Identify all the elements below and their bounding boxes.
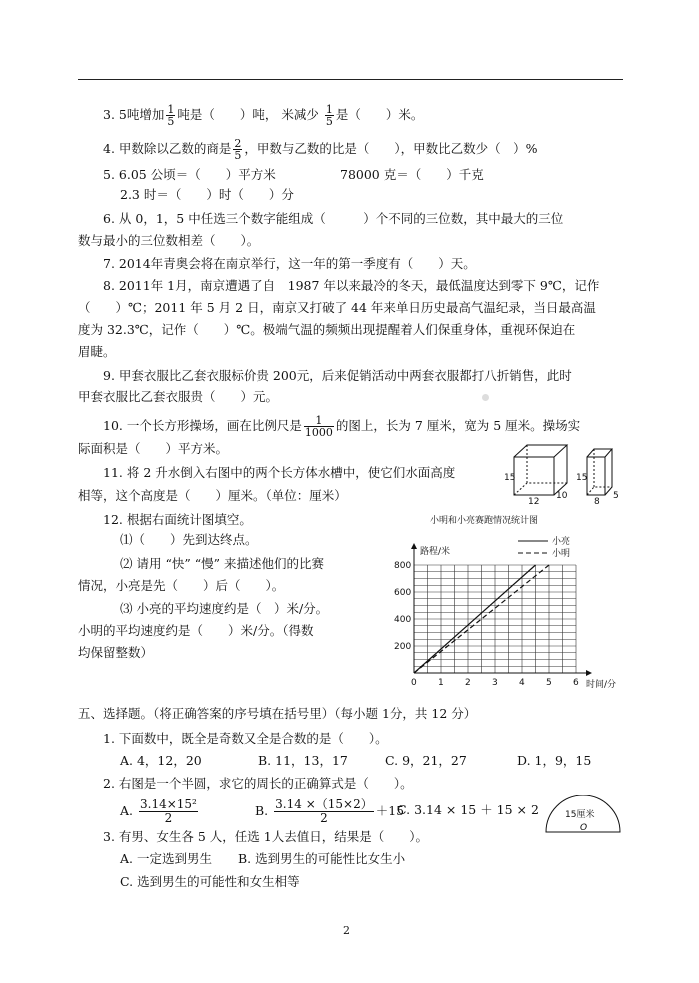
- question-12-2b: 情况，小亮是先（ ）后（ ）。: [78, 578, 285, 593]
- chart-legend: [518, 535, 570, 559]
- question-10-b: 际面积是（ ）平方米。: [78, 441, 229, 456]
- legend-label: 小亮: [552, 537, 571, 547]
- tank2-width: 5: [613, 491, 619, 501]
- x-tick-label: 4: [519, 678, 525, 688]
- choice-1-c: C. 9，21，27: [385, 753, 467, 768]
- tank2-height: 15: [576, 473, 588, 483]
- choice-2-a-frac: $\frac{\text{3.14×15²}}{2}$: [140, 797, 197, 825]
- choice-1: 1. 下面数中，既全是奇数又全是合数的是（ ）。: [103, 731, 388, 746]
- choice-1-b: B. 11，13，17: [258, 753, 348, 768]
- question-9: 9. 甲套衣服比乙套衣服标价贵 200元，后来促销活动中两套衣服都打八折销售，此时: [103, 368, 572, 383]
- question-3: 3. 5吨增加 $\frac{1}{5}$ 吨是（ ）吨， 米减少 $\frac{1}{5}$ 是（ ）米。: [103, 103, 424, 128]
- question-12-3b: 小明的平均速度约是（ ）米/分。（得数: [78, 623, 314, 638]
- chart-title: 小明和小亮赛跑情况统计图: [430, 516, 539, 526]
- x-tick-label: 3: [492, 678, 498, 688]
- choice-3-a: A. 一定选到男生: [120, 851, 212, 866]
- chart-xlabel: 时间/分: [586, 680, 617, 690]
- tank2-top: [587, 449, 612, 457]
- question-6: 6. 从 0，1，5 中任选三个数字能组成（ ）个不同的三位数，其中最大的三位: [103, 211, 564, 226]
- choice-1-a: A. 4，12，20: [120, 753, 202, 768]
- choice-3-b: B. 选到男生的可能性比女生小: [238, 851, 406, 866]
- y-tick-label: 800: [394, 561, 412, 571]
- choice-2: 2. 右图是一个半圆，求它的周长的正确算式是（ ）。: [103, 776, 413, 791]
- question-5-b: 78000 克＝（ ）千克: [340, 167, 484, 182]
- question-12-3c: 均保留整数）: [78, 645, 154, 660]
- question-5-c: 2.3 时＝（ ）时（ ）分: [120, 187, 294, 202]
- chart-axes: [411, 543, 592, 676]
- question-11: 11. 将 2 升水倒入右图中的两个长方体水槽中，使它们水面高度: [103, 465, 456, 480]
- question-9-b: 甲套衣服比乙套衣服贵（ ）元。: [78, 389, 279, 404]
- choice-2-a: A. $\frac{\text{3.14×15²}}{2}$: [120, 797, 197, 825]
- question-5: 5. 6.05 公顷＝（ ）平方米: [103, 167, 276, 182]
- water-tanks-figure: [498, 440, 628, 506]
- chart-ticks: [394, 561, 579, 688]
- legend-label: 小明: [552, 549, 571, 559]
- choice-2-b-frac: $\frac{3.14 \times(15\times 2)}{2}$: [275, 797, 373, 825]
- question-12-2: ⑵ 请用 “快” “慢” 来描述他们的比赛: [120, 556, 324, 571]
- x-tick-label: 0: [411, 678, 417, 688]
- question-10: 10. 一个长方形操场，画在比例尺是 $\frac{1}{1000}$ 的图上，长为 7 厘米，宽为 5 厘米。操场实: [103, 414, 581, 439]
- y-axis-arrow: [411, 543, 417, 549]
- x-tick-label: 6: [573, 678, 579, 688]
- question-11-b: 相等，这个高度是（ ）厘米。（单位：厘米）: [78, 488, 347, 503]
- fraction-1-5b: $\frac{1}{5}$: [325, 103, 333, 128]
- question-6-b: 数与最小的三位数相差（ ）。: [78, 233, 260, 248]
- fraction-2-5: $\frac{2}{5}$: [234, 137, 242, 162]
- choice-3: 3. 有男、女生各 5 人，任选 1人去值日，结果是（ ）。: [103, 829, 428, 844]
- choice-2-b: B. $\frac{3.14 \times(15\times 2)}{2}$ ＋15: [255, 797, 405, 825]
- race-chart: [390, 510, 630, 692]
- y-tick-label: 200: [394, 642, 412, 652]
- y-tick-label: 600: [394, 588, 412, 598]
- watermark-dot: [482, 394, 489, 401]
- tank1-side: [554, 445, 567, 495]
- question-4: 4. 甲数除以乙数的商是 $\frac{2}{5}$ ，甲数与乙数的比是（ ），甲数比乙数少（ ）%: [103, 137, 538, 162]
- chart-ylabel: 路程/米: [420, 547, 451, 557]
- question-12-3: ⑶ 小亮的平均速度约是（ ）米/分。: [120, 601, 329, 616]
- section-5-heading: 五、选择题。（将正确答案的序号填在括号里）（每小题 1分，共 12 分）: [78, 706, 477, 721]
- header-rule: [78, 79, 623, 80]
- x-tick-label: 5: [546, 678, 552, 688]
- question-8-d: 眉睫。: [78, 344, 116, 359]
- question-7: 7. 2014年青奥会将在南京举行，这一年的第一季度有（ ）天。: [103, 256, 476, 271]
- fraction-1-1000: $\frac{1}{1000}$: [304, 414, 333, 439]
- fraction-1-5: $\frac{1}{5}$: [167, 103, 175, 128]
- semicircle-label: 15厘米: [565, 810, 595, 820]
- question-8-b: （ ）℃；2011 年 5 月 2 日，南京又打破了 44 年来单日历史最高气温纪录，当日最高温: [78, 300, 596, 315]
- tank1-top: [514, 445, 567, 457]
- x-axis-arrow: [586, 670, 592, 676]
- tank1-height: 15: [504, 473, 516, 483]
- question-12-1: ⑴（ ）先到达终点。: [120, 532, 258, 547]
- chart-grid: [414, 565, 576, 673]
- page-number: 2: [343, 924, 350, 937]
- x-tick-label: 2: [465, 678, 471, 688]
- tank2-front: [587, 457, 605, 495]
- tank1-width: 10: [556, 491, 568, 501]
- y-tick-label: 400: [394, 615, 412, 625]
- semicircle-center: O: [580, 823, 588, 833]
- question-8-c: 度为 32.3℃，记作（ ）℃。极端气温的频频出现提醒着人们保重身体，重视环保迫在: [78, 322, 576, 337]
- tank2-length: 8: [594, 497, 600, 506]
- tank1-length: 12: [528, 497, 540, 506]
- question-12: 12. 根据右面统计图填空。: [103, 512, 252, 527]
- semicircle-figure: [543, 795, 625, 837]
- choice-3-c: C. 选到男生的可能性和女生相等: [120, 874, 300, 889]
- question-8: 8. 2011年 1月，南京遭遇了自 1987 年以来最冷的冬天，最低温度达到零下 9℃，记作: [103, 278, 600, 293]
- x-tick-label: 1: [438, 678, 444, 688]
- choice-2-c: C. 3.14 × 15 ＋ 15 × 2: [397, 802, 539, 817]
- choice-1-d: D. 1，9，15: [517, 753, 592, 768]
